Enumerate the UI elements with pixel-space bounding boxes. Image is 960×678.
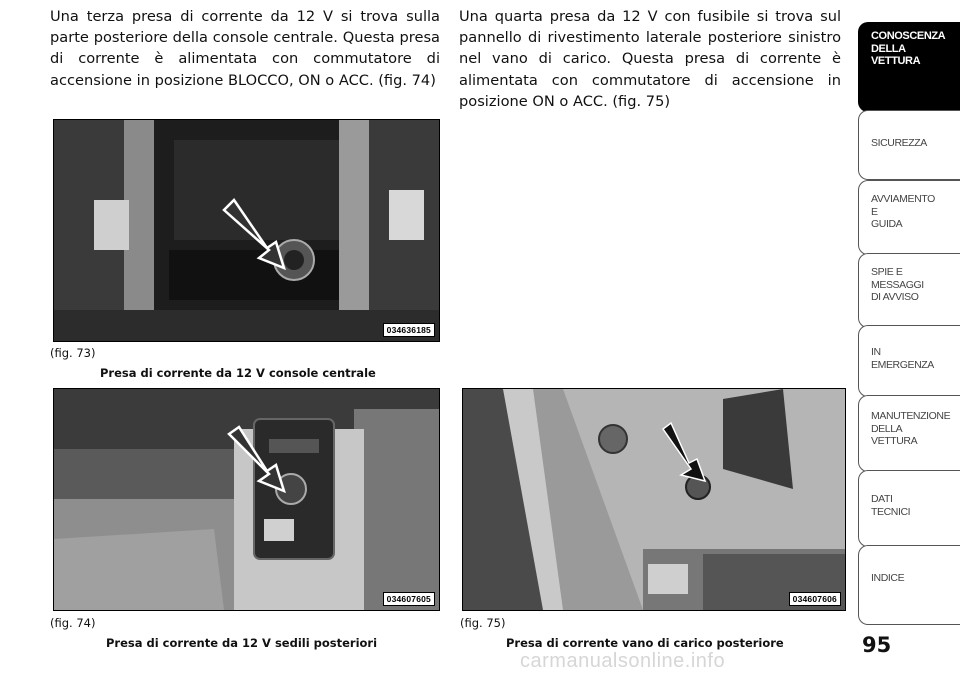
- tab-conoscenza-della-vettura[interactable]: CONOSCENZA DELLA VETTURA: [858, 22, 960, 112]
- figure-73-code: 034636185: [383, 323, 435, 337]
- tab-spie-e-messaggi[interactable]: SPIE E MESSAGGI DI AVVISO: [858, 253, 960, 328]
- paragraph-right: Una quarta presa da 12 V con fusibile si trova sul pannello di rivestimento laterale posteriore sinistro nel vano di carico. Questa presa di corrente è alimentata con commutatore di accensione in posizione ON o ACC. (fig. 75): [459, 8, 841, 110]
- figure-74-label: (fig. 74): [50, 616, 96, 630]
- watermark: carmanualsonline.info: [520, 650, 726, 672]
- tab-avviamento-e-guida[interactable]: AVVIAMENTO E GUIDA: [858, 180, 960, 255]
- figure-75-caption: Presa di corrente vano di carico posteriore: [506, 636, 784, 650]
- figure-75-photo: [462, 388, 846, 611]
- tab-in-emergenza[interactable]: IN EMERGENZA: [858, 325, 960, 397]
- figure-74-caption: Presa di corrente da 12 V sedili posteriori: [106, 636, 378, 650]
- figure-75-label: (fig. 75): [460, 616, 506, 630]
- page-number: 95: [862, 633, 892, 657]
- figure-75-code: 034607606: [789, 592, 841, 606]
- tab-sicurezza[interactable]: SICUREZZA: [858, 110, 960, 180]
- tab-manutenzione-della-vettura[interactable]: MANUTENZIONE DELLA VETTURA: [858, 395, 960, 472]
- tab-indice[interactable]: INDICE: [858, 545, 960, 625]
- figure-73-photo: [53, 119, 440, 342]
- figure-74-code: 034607605: [383, 592, 435, 606]
- figure-73-caption: Presa di corrente da 12 V console centrale: [100, 366, 376, 380]
- tab-dati-tecnici[interactable]: DATI TECNICI: [858, 470, 960, 547]
- figure-74-photo: [53, 388, 440, 611]
- figure-73-label: (fig. 73): [50, 346, 96, 360]
- paragraph-left: Una terza presa di corrente da 12 V si trova sulla parte posteriore della console centrale. Questa presa di corrente è alimentata con commutatore di accensione in posizione BLOCCO, ON o ACC. (fig. 74): [50, 8, 440, 89]
